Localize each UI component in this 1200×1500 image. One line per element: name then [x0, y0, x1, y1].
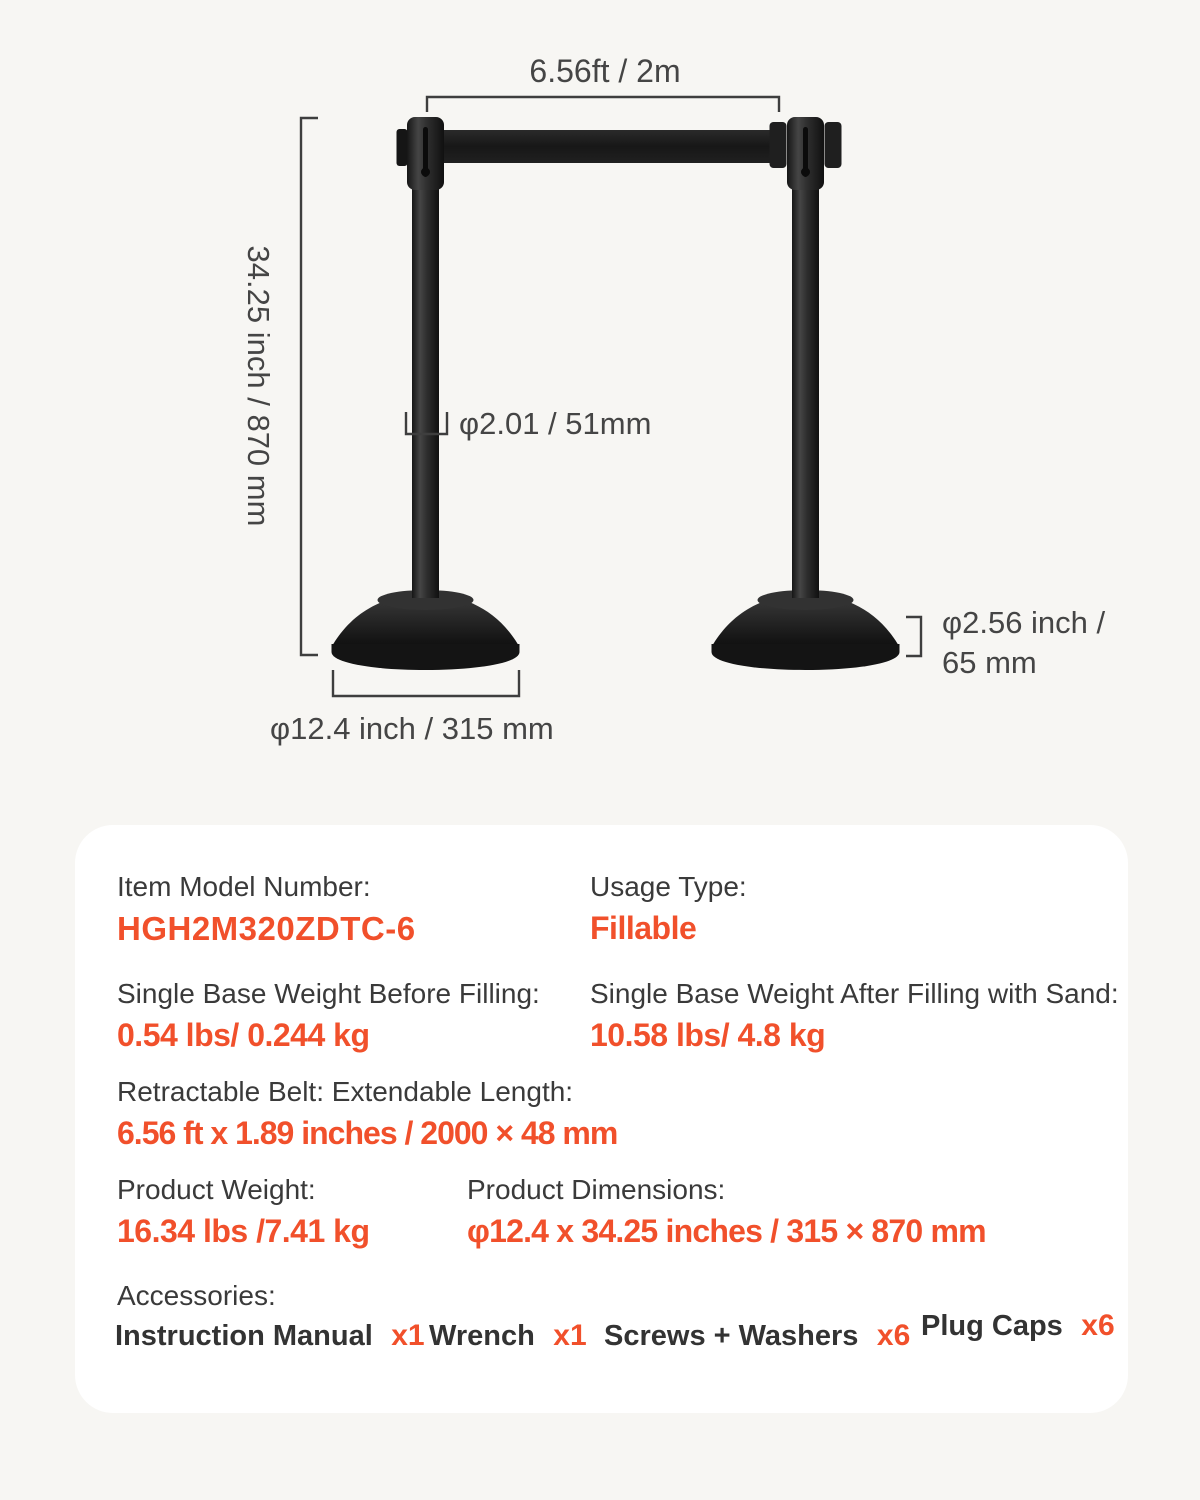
accessories-heading: Accessories: — [117, 1280, 276, 1311]
pole-diameter-dimension-label: φ2.01 / 51mm — [459, 406, 652, 441]
accessory-plug-caps — [921, 1309, 1115, 1343]
accessory-instruction-manual — [115, 1319, 425, 1353]
spec-label: Product Weight: — [117, 1174, 316, 1205]
spec-product-weight — [117, 1174, 370, 1250]
base-height-line1: φ2.56 inch / — [942, 605, 1106, 640]
spec-usage-type — [590, 871, 747, 947]
spec-label: Product Dimensions: — [467, 1174, 726, 1205]
left-stanchion-post — [332, 117, 520, 670]
retractable-belt — [441, 130, 775, 163]
base-diameter-dimension-label: φ12.4 inch / 315 mm — [270, 711, 554, 746]
spec-value: 16.34 lbs /7.41 kg — [117, 1213, 370, 1249]
height-bracket — [301, 118, 318, 655]
spec-label: Item Model Number: — [117, 871, 371, 902]
spec-label: Single Base Weight Before Filling: — [117, 978, 540, 1009]
spec-value: 0.54 lbs/ 0.244 kg — [117, 1017, 370, 1053]
base-height-line2: 65 mm — [942, 645, 1037, 680]
accessory-count: x6 — [1081, 1309, 1115, 1342]
spec-value: 10.58 lbs/ 4.8 kg — [590, 1017, 826, 1053]
right-post-right-clip — [825, 122, 842, 168]
spec-value: φ12.4 x 34.25 inches / 315 × 870 mm — [467, 1213, 986, 1249]
accessory-count: x6 — [876, 1319, 911, 1352]
spec-label: Retractable Belt: Extendable Length: — [117, 1076, 574, 1107]
accessory-screws-washers — [604, 1319, 910, 1353]
belt-width-bracket — [427, 97, 779, 112]
accessory-name: Screws + Washers — [604, 1320, 859, 1352]
spec-base-weight-before — [117, 978, 540, 1054]
spec-value: HGH2M320ZDTC-6 — [117, 910, 416, 947]
right-stanchion-post — [712, 117, 900, 670]
spec-label: Usage Type: — [590, 871, 747, 902]
spec-card — [75, 825, 1128, 1413]
spec-belt-length — [117, 1076, 617, 1152]
accessory-name: Wrench — [429, 1320, 535, 1352]
accessory-count: x1 — [391, 1319, 425, 1352]
left-post-belt-clip — [397, 129, 408, 166]
accessory-wrench — [429, 1319, 587, 1353]
spec-product-dimensions — [467, 1174, 986, 1250]
accessory-name: Plug Caps — [921, 1310, 1063, 1342]
spec-base-weight-after — [590, 978, 1119, 1054]
post-height-dimension-label: 34.25 inch / 870 mm — [241, 245, 276, 527]
spec-item-model-number — [117, 871, 416, 948]
base-height-bracket — [906, 617, 921, 656]
spec-value: 6.56 ft x 1.89 inches / 2000 × 48 mm — [117, 1115, 618, 1151]
base-height-dimension-label — [942, 603, 1105, 683]
accessory-count: x1 — [553, 1319, 587, 1352]
base-diameter-bracket — [333, 670, 519, 696]
right-post-left-clip — [770, 122, 787, 168]
spec-value: Fillable — [590, 910, 697, 946]
accessory-name: Instruction Manual — [115, 1320, 373, 1352]
spec-label: Single Base Weight After Filling with Sand: — [590, 978, 1119, 1009]
belt-width-dimension-label: 6.56ft / 2m — [529, 53, 681, 89]
